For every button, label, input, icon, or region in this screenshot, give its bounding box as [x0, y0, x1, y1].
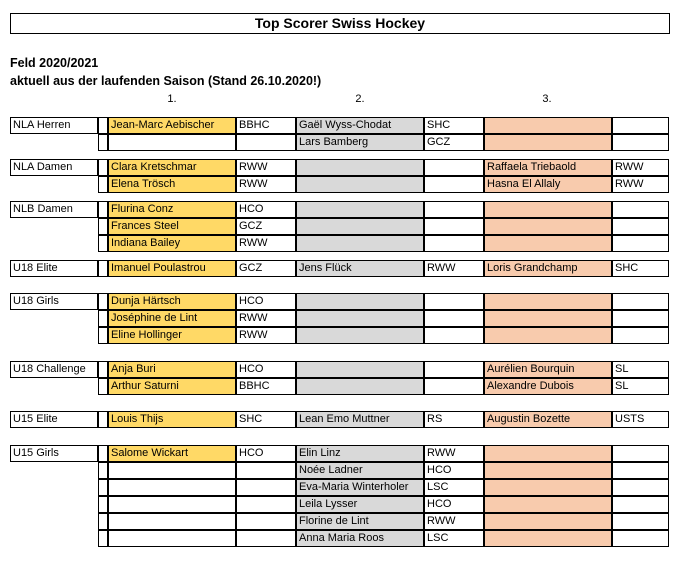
- rank1-club: BBHC: [236, 378, 296, 395]
- rank1-player: Salome Wickart: [108, 445, 236, 462]
- rank1-club: [236, 479, 296, 496]
- row-spacer: [98, 462, 108, 479]
- rank3-club: [612, 117, 669, 134]
- rank1-club: [236, 530, 296, 547]
- rank1-club: HCO: [236, 201, 296, 218]
- rank1-player: [108, 479, 236, 496]
- season-heading: Feld 2020/2021: [10, 56, 99, 70]
- row-spacer: [98, 260, 108, 277]
- rank1-player: Arthur Saturni: [108, 378, 236, 395]
- rank1-player: [108, 496, 236, 513]
- rank2-player: Florine de Lint: [296, 513, 424, 530]
- rank2-player: [296, 361, 424, 378]
- rank3-player: Raffaela Triebaold: [484, 159, 612, 176]
- rank3-player: [484, 479, 612, 496]
- rank3-player: Loris Grandchamp: [484, 260, 612, 277]
- rank2-player: [296, 201, 424, 218]
- rank2-player: Jens Flück: [296, 260, 424, 277]
- rank3-player: [484, 117, 612, 134]
- rank3-player: [484, 201, 612, 218]
- rank3-player: [484, 134, 612, 151]
- rank2-club: [424, 293, 484, 310]
- rank1-club: GCZ: [236, 260, 296, 277]
- row-spacer: [98, 134, 108, 151]
- row-spacer: [98, 218, 108, 235]
- rank3-club: [612, 479, 669, 496]
- rank3-club: USTS: [612, 411, 669, 428]
- rank1-player: Anja Buri: [108, 361, 236, 378]
- rank3-player: Augustin Bozette: [484, 411, 612, 428]
- rank2-club: RWW: [424, 513, 484, 530]
- rank1-player: Eline Hollinger: [108, 327, 236, 344]
- rank1-player: Dunja Härtsch: [108, 293, 236, 310]
- row-spacer: [98, 378, 108, 395]
- rank2-player: Gaël Wyss-Chodat: [296, 117, 424, 134]
- rank1-club: [236, 496, 296, 513]
- rank3-club: [612, 218, 669, 235]
- rank2-club: HCO: [424, 496, 484, 513]
- row-spacer: [98, 293, 108, 310]
- rank1-club: RWW: [236, 310, 296, 327]
- row-spacer: [98, 327, 108, 344]
- rank2-player: [296, 176, 424, 193]
- rank3-club: RWW: [612, 159, 669, 176]
- row-spacer: [98, 310, 108, 327]
- rank3-player: Aurélien Bourquin: [484, 361, 612, 378]
- row-spacer: [98, 496, 108, 513]
- rank1-player: Flurina Conz: [108, 201, 236, 218]
- rank2-club: [424, 327, 484, 344]
- rank1-player: [108, 513, 236, 530]
- rank2-player: Lean Emo Muttner: [296, 411, 424, 428]
- rank-2-header: 2.: [355, 93, 365, 105]
- rank3-club: [612, 201, 669, 218]
- rank3-club: [612, 293, 669, 310]
- rank3-player: [484, 530, 612, 547]
- rank2-player: [296, 310, 424, 327]
- rank1-club: [236, 462, 296, 479]
- rank1-player: Frances Steel: [108, 218, 236, 235]
- rank3-player: [484, 310, 612, 327]
- rank2-player: [296, 293, 424, 310]
- category-label: NLA Herren: [10, 117, 98, 134]
- row-spacer: [98, 479, 108, 496]
- rank2-club: [424, 201, 484, 218]
- row-spacer: [98, 117, 108, 134]
- rank2-club: [424, 361, 484, 378]
- rank3-club: [612, 235, 669, 252]
- rank2-player: Leila Lysser: [296, 496, 424, 513]
- rank3-player: [484, 235, 612, 252]
- row-spacer: [98, 201, 108, 218]
- rank3-player: Hasna El Allaly: [484, 176, 612, 193]
- rank-3-header: 3.: [542, 93, 552, 105]
- rank3-player: [484, 496, 612, 513]
- rank2-club: RWW: [424, 445, 484, 462]
- rank1-club: RWW: [236, 327, 296, 344]
- rank1-club: GCZ: [236, 218, 296, 235]
- rank2-club: SHC: [424, 117, 484, 134]
- rank2-player: [296, 218, 424, 235]
- row-spacer: [98, 445, 108, 462]
- row-spacer: [98, 530, 108, 547]
- page-title: Top Scorer Swiss Hockey: [10, 13, 670, 34]
- rank2-club: GCZ: [424, 134, 484, 151]
- rank1-player: Indiana Bailey: [108, 235, 236, 252]
- rank1-player: [108, 134, 236, 151]
- rank3-club: SHC: [612, 260, 669, 277]
- row-spacer: [98, 411, 108, 428]
- rank3-player: [484, 513, 612, 530]
- rank2-club: RWW: [424, 260, 484, 277]
- rank3-club: [612, 530, 669, 547]
- rank1-club: HCO: [236, 361, 296, 378]
- rank1-club: RWW: [236, 159, 296, 176]
- rank2-club: [424, 378, 484, 395]
- rank1-club: BBHC: [236, 117, 296, 134]
- rank1-player: Jean-Marc Aebischer: [108, 117, 236, 134]
- rank2-player: Lars Bamberg: [296, 134, 424, 151]
- rank3-player: [484, 462, 612, 479]
- row-spacer: [98, 235, 108, 252]
- rank2-club: [424, 235, 484, 252]
- rank2-club: [424, 176, 484, 193]
- category-label: U15 Elite: [10, 411, 98, 428]
- rank2-club: LSC: [424, 479, 484, 496]
- category-label: NLA Damen: [10, 159, 98, 176]
- rank2-player: [296, 327, 424, 344]
- rank1-player: Elena Trösch: [108, 176, 236, 193]
- rank3-club: SL: [612, 378, 669, 395]
- rank1-club: RWW: [236, 176, 296, 193]
- rank2-player: Elin Linz: [296, 445, 424, 462]
- rank3-club: [612, 445, 669, 462]
- rank1-club: RWW: [236, 235, 296, 252]
- rank2-player: Anna Maria Roos: [296, 530, 424, 547]
- rank-1-header: 1.: [167, 93, 177, 105]
- rank1-player: Imanuel Poulastrou: [108, 260, 236, 277]
- rank2-club: RS: [424, 411, 484, 428]
- rank3-club: [612, 462, 669, 479]
- rank2-club: HCO: [424, 462, 484, 479]
- rank2-player: Noée Ladner: [296, 462, 424, 479]
- rank1-club: [236, 513, 296, 530]
- row-spacer: [98, 361, 108, 378]
- rank2-player: [296, 159, 424, 176]
- rank2-club: [424, 218, 484, 235]
- rank3-player: [484, 445, 612, 462]
- rank1-player: Joséphine de Lint: [108, 310, 236, 327]
- rank2-club: [424, 159, 484, 176]
- rank3-club: RWW: [612, 176, 669, 193]
- rank1-club: HCO: [236, 445, 296, 462]
- rank2-club: [424, 310, 484, 327]
- category-label: NLB Damen: [10, 201, 98, 218]
- rank3-player: [484, 218, 612, 235]
- rank3-club: [612, 327, 669, 344]
- row-spacer: [98, 159, 108, 176]
- row-spacer: [98, 513, 108, 530]
- rank2-club: LSC: [424, 530, 484, 547]
- category-label: U15 Girls: [10, 445, 98, 462]
- category-label: U18 Girls: [10, 293, 98, 310]
- rank2-player: [296, 235, 424, 252]
- rank3-player: Alexandre Dubois: [484, 378, 612, 395]
- rank1-club: SHC: [236, 411, 296, 428]
- rank3-club: [612, 496, 669, 513]
- row-spacer: [98, 176, 108, 193]
- status-heading: aktuell aus der laufenden Saison (Stand 26.10.2020!): [10, 74, 322, 88]
- rank1-club: HCO: [236, 293, 296, 310]
- rank3-club: [612, 134, 669, 151]
- rank3-player: [484, 327, 612, 344]
- rank1-player: Louis Thijs: [108, 411, 236, 428]
- rank3-player: [484, 293, 612, 310]
- rank1-player: Clara Kretschmar: [108, 159, 236, 176]
- rank2-player: [296, 378, 424, 395]
- rank1-player: [108, 462, 236, 479]
- category-label: U18 Challenge: [10, 361, 98, 378]
- category-label: U18 Elite: [10, 260, 98, 277]
- rank3-club: [612, 310, 669, 327]
- rank1-player: [108, 530, 236, 547]
- rank3-club: SL: [612, 361, 669, 378]
- rank3-club: [612, 513, 669, 530]
- rank2-player: Eva-Maria Winterholer: [296, 479, 424, 496]
- rank1-club: [236, 134, 296, 151]
